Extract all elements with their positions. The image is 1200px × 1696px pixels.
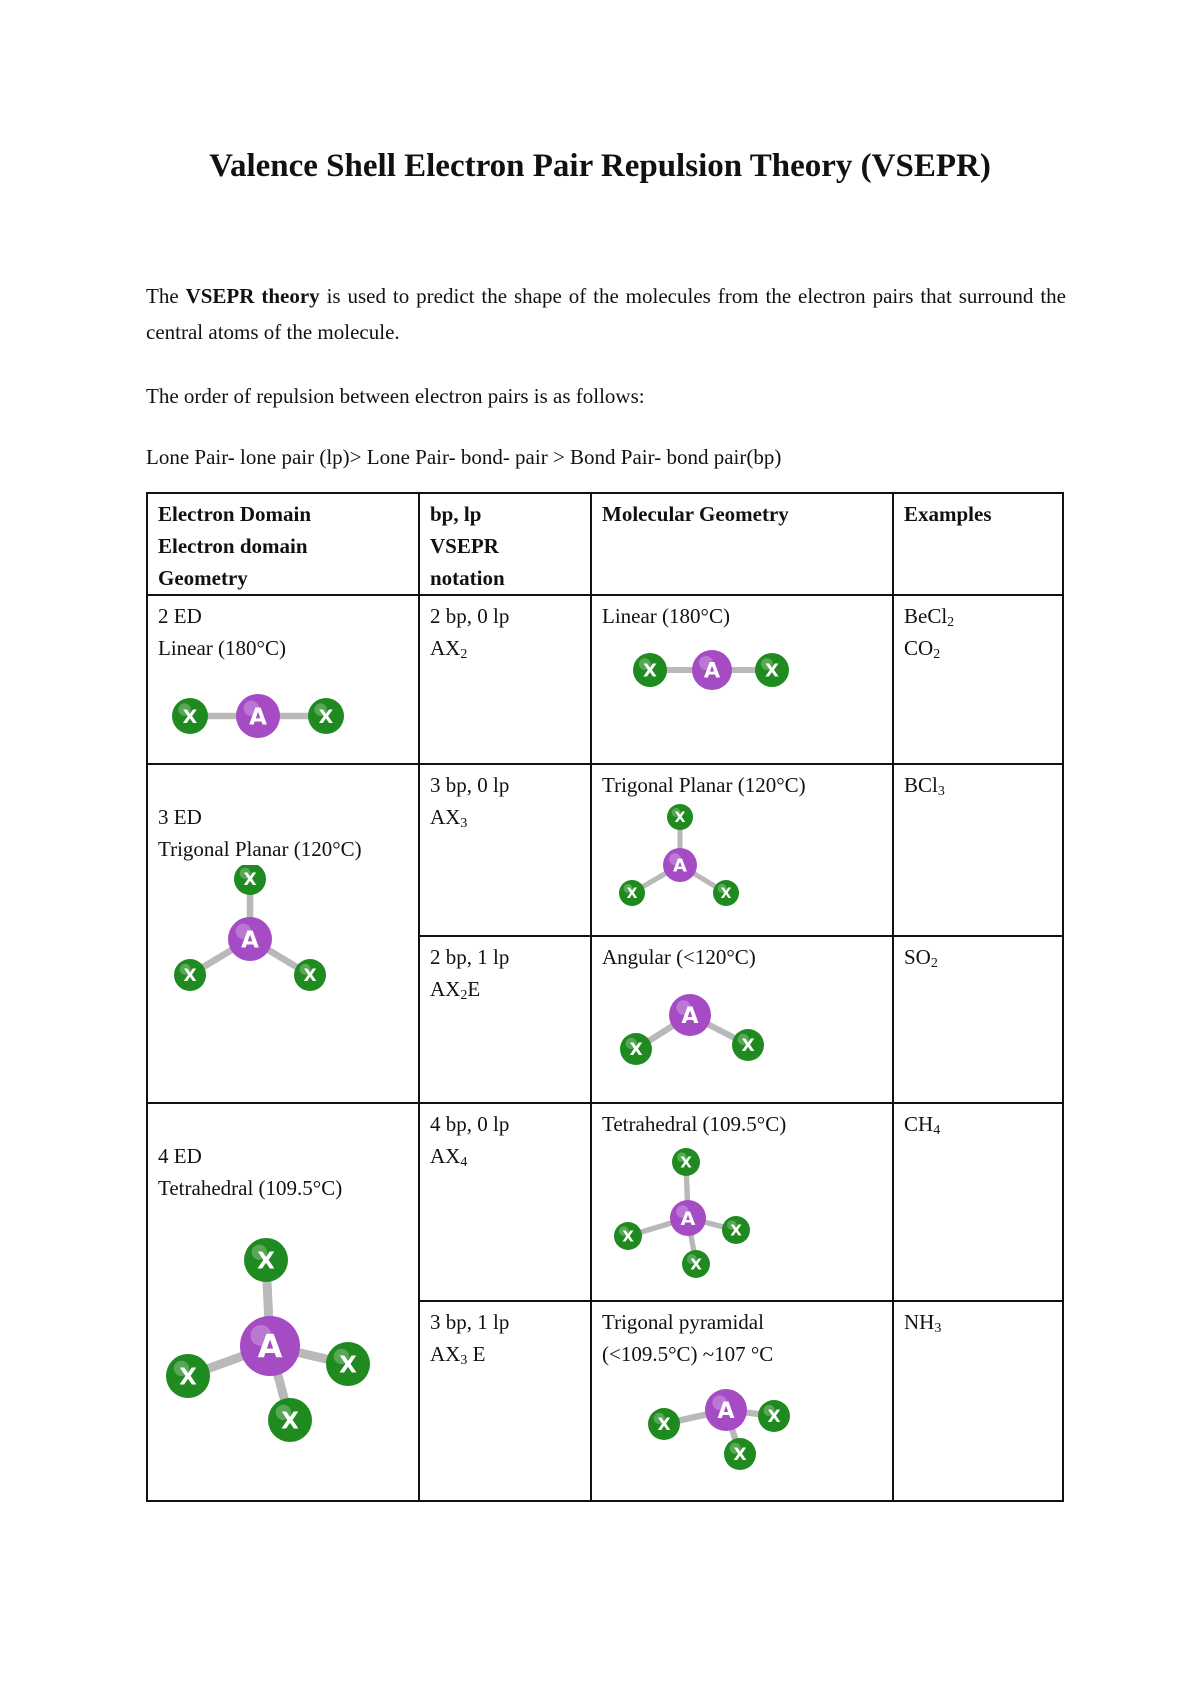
formula-subscript: 3 — [934, 1321, 942, 1336]
repulsion-line: Lone Pair- lone pair (lp)> Lone Pair- bond- pair > Bond Pair- bond pair(bp) — [146, 445, 782, 469]
geometry-cell — [591, 764, 893, 936]
terminal-atom — [724, 1438, 756, 1470]
notation-cell — [419, 936, 591, 1103]
domain-geometry: Trigonal Planar (120°C) — [158, 837, 362, 861]
notation-suffix: E — [467, 977, 481, 1001]
intro-suffix: is used to predict the shape of the molecules from the electron pairs that surround the central atoms of the molecule. — [146, 284, 1066, 344]
svg-text:X: X — [243, 870, 257, 891]
svg-text:X: X — [339, 1352, 357, 1379]
notation-subscript: 3 — [460, 1353, 468, 1368]
domain-geometry: Tetrahedral (109.5°C) — [158, 1176, 343, 1200]
terminal-atom — [172, 698, 208, 734]
formula-base: BCl — [904, 773, 938, 797]
geometry-name: Trigonal pyramidal — [602, 1310, 764, 1334]
geometry-cell — [591, 936, 893, 1103]
tetrahedral-molecule-icon — [602, 1140, 882, 1290]
notation-subscript: 2 — [460, 988, 468, 1003]
svg-text:X: X — [183, 966, 197, 987]
geometry-cell — [591, 1301, 893, 1501]
terminal-atom — [620, 1033, 652, 1065]
formula-base: SO — [904, 945, 931, 969]
svg-text:X: X — [657, 1415, 671, 1436]
page-title: Valence Shell Electron Pair Repulsion Theory (VSEPR) — [209, 148, 991, 184]
angular-molecule-icon — [602, 973, 882, 1093]
geometry-name: Trigonal Planar (120°C) — [602, 773, 806, 797]
geometry-name: (<109.5°C) ~107 °C — [602, 1342, 774, 1366]
svg-text:X: X — [281, 1408, 299, 1435]
header-molecular-geometry: Molecular Geometry — [591, 493, 893, 595]
terminal-atom — [308, 698, 344, 734]
terminal-atom — [326, 1342, 370, 1386]
notation-base: AX — [430, 1144, 461, 1168]
central-atom — [663, 848, 697, 882]
svg-text:X: X — [690, 1255, 702, 1274]
formula-subscript: 4 — [933, 1123, 941, 1138]
header-notation-line: VSEPR — [430, 534, 499, 558]
notation-cell — [419, 764, 591, 936]
domain-geometry: Linear (180°C) — [158, 636, 286, 660]
svg-text:X: X — [643, 660, 657, 682]
table-header-row — [147, 493, 1063, 595]
table-row — [147, 764, 1063, 936]
formula-subscript: 2 — [933, 647, 941, 662]
domain-cell — [147, 595, 419, 764]
header-notation-line: notation — [430, 566, 505, 590]
domain-cell — [147, 1103, 419, 1501]
central-atom — [669, 994, 711, 1036]
svg-text:X: X — [674, 809, 686, 826]
intro-paragraph — [146, 278, 1066, 350]
terminal-atom — [732, 1029, 764, 1061]
central-atom — [228, 917, 272, 961]
geometry-name: Tetrahedral (109.5°C) — [602, 1112, 787, 1136]
terminal-atom — [713, 880, 739, 906]
geometry-cell — [591, 595, 893, 764]
svg-text:X: X — [733, 1445, 747, 1466]
header-notation — [419, 493, 591, 595]
terminal-atom — [633, 653, 667, 687]
svg-text:X: X — [765, 660, 779, 682]
examples-cell — [893, 1301, 1063, 1501]
terminal-atom — [614, 1222, 642, 1250]
svg-text:A: A — [703, 658, 721, 683]
vsepr-notation — [430, 1338, 580, 1370]
table-row — [147, 595, 1063, 764]
domain-count: 4 ED — [158, 1144, 202, 1168]
example-formula — [904, 632, 1052, 664]
tetrahedral-molecule-icon — [158, 1204, 408, 1444]
notation-cell — [419, 1301, 591, 1501]
notation-suffix: E — [467, 1342, 486, 1366]
terminal-atom — [244, 1238, 288, 1282]
terminal-atom — [294, 959, 326, 991]
examples-cell — [893, 764, 1063, 936]
header-electron-domain — [147, 493, 419, 595]
order-line: The order of repulsion between electron pairs is as follows: — [146, 384, 645, 408]
terminal-atom — [722, 1216, 750, 1244]
notation-cell — [419, 1103, 591, 1301]
terminal-atom — [166, 1354, 210, 1398]
central-atom — [240, 1316, 300, 1376]
bp-lp: 3 bp, 0 lp — [430, 773, 510, 797]
intro-prefix: The — [146, 284, 186, 308]
svg-text:X: X — [629, 1040, 643, 1061]
example-formula — [904, 1306, 1052, 1338]
svg-text:X: X — [720, 885, 732, 902]
header-domain-line: Geometry — [158, 566, 248, 590]
svg-text:X: X — [626, 885, 638, 902]
vsepr-table — [146, 492, 1064, 1502]
notation-subscript: 2 — [460, 647, 468, 662]
formula-base: CO — [904, 636, 934, 660]
notation-base: AX — [430, 636, 461, 660]
vsepr-notation — [430, 973, 580, 1005]
linear-molecule-icon — [158, 664, 408, 762]
terminal-atom — [755, 653, 789, 687]
central-atom — [705, 1389, 747, 1431]
svg-text:A: A — [249, 704, 267, 731]
svg-text:X: X — [622, 1227, 634, 1246]
intro-bold-term: VSEPR theory — [185, 284, 320, 308]
notation-subscript: 4 — [460, 1155, 468, 1170]
vsepr-notation — [430, 632, 580, 664]
formula-base: BeCl — [904, 604, 948, 628]
bp-lp: 4 bp, 0 lp — [430, 1112, 510, 1136]
svg-text:A: A — [717, 1398, 735, 1424]
domain-count: 3 ED — [158, 805, 202, 829]
formula-base: CH — [904, 1112, 934, 1136]
examples-cell — [893, 1103, 1063, 1301]
svg-text:X: X — [318, 705, 334, 728]
example-formula — [904, 600, 1052, 632]
notation-cell — [419, 595, 591, 764]
vsepr-notation — [430, 1140, 580, 1172]
terminal-atom — [758, 1400, 790, 1432]
header-notation-line: bp, lp — [430, 502, 482, 526]
trigonal-planar-molecule-icon — [602, 801, 882, 929]
central-atom — [236, 694, 280, 738]
table-row — [147, 1103, 1063, 1301]
notation-subscript: 3 — [460, 816, 468, 831]
domain-cell — [147, 764, 419, 1103]
vsepr-notation — [430, 801, 580, 833]
trigonal-pyramidal-molecule-icon — [602, 1370, 882, 1470]
notation-base: AX — [430, 805, 461, 829]
bp-lp: 3 bp, 1 lp — [430, 1310, 510, 1334]
example-formula — [904, 941, 1052, 973]
terminal-atom — [667, 804, 693, 830]
terminal-atom — [619, 880, 645, 906]
bp-lp: 2 bp, 1 lp — [430, 945, 510, 969]
header-domain-line: Electron domain — [158, 534, 308, 558]
svg-text:X: X — [741, 1036, 755, 1057]
svg-text:X: X — [730, 1221, 742, 1240]
svg-text:A: A — [681, 1003, 699, 1029]
svg-text:X: X — [257, 1248, 275, 1275]
notation-base: AX — [430, 1342, 461, 1366]
geometry-cell — [591, 1103, 893, 1301]
bp-lp: 2 bp, 0 lp — [430, 604, 510, 628]
svg-text:X: X — [179, 1364, 197, 1391]
linear-molecule-icon — [602, 632, 882, 708]
domain-count: 2 ED — [158, 604, 202, 628]
geometry-name: Angular (<120°C) — [602, 945, 756, 969]
example-formula — [904, 769, 1052, 801]
svg-text:A: A — [673, 855, 687, 877]
geometry-name: Linear (180°C) — [602, 604, 730, 628]
formula-base: NH — [904, 1310, 935, 1334]
terminal-atom — [268, 1398, 312, 1442]
formula-subscript: 3 — [937, 784, 945, 799]
terminal-atom — [682, 1250, 710, 1278]
svg-text:X: X — [303, 966, 317, 987]
svg-text:A: A — [257, 1327, 283, 1366]
terminal-atom — [234, 865, 266, 895]
central-atom — [692, 650, 732, 690]
central-atom — [670, 1200, 706, 1236]
examples-cell — [893, 595, 1063, 764]
terminal-atom — [174, 959, 206, 991]
svg-text:X: X — [182, 705, 198, 728]
trigonal-planar-molecule-icon — [158, 865, 408, 1025]
header-domain-line: Electron Domain — [158, 502, 312, 526]
notation-base: AX — [430, 977, 461, 1001]
formula-subscript: 2 — [947, 615, 955, 630]
svg-text:X: X — [767, 1407, 781, 1428]
terminal-atom — [672, 1148, 700, 1176]
example-formula — [904, 1108, 1052, 1140]
header-examples: Examples — [893, 493, 1063, 595]
terminal-atom — [648, 1408, 680, 1440]
examples-cell — [893, 936, 1063, 1103]
svg-text:A: A — [680, 1207, 696, 1230]
svg-text:A: A — [241, 927, 259, 954]
formula-subscript: 2 — [930, 956, 938, 971]
svg-text:X: X — [680, 1153, 692, 1172]
